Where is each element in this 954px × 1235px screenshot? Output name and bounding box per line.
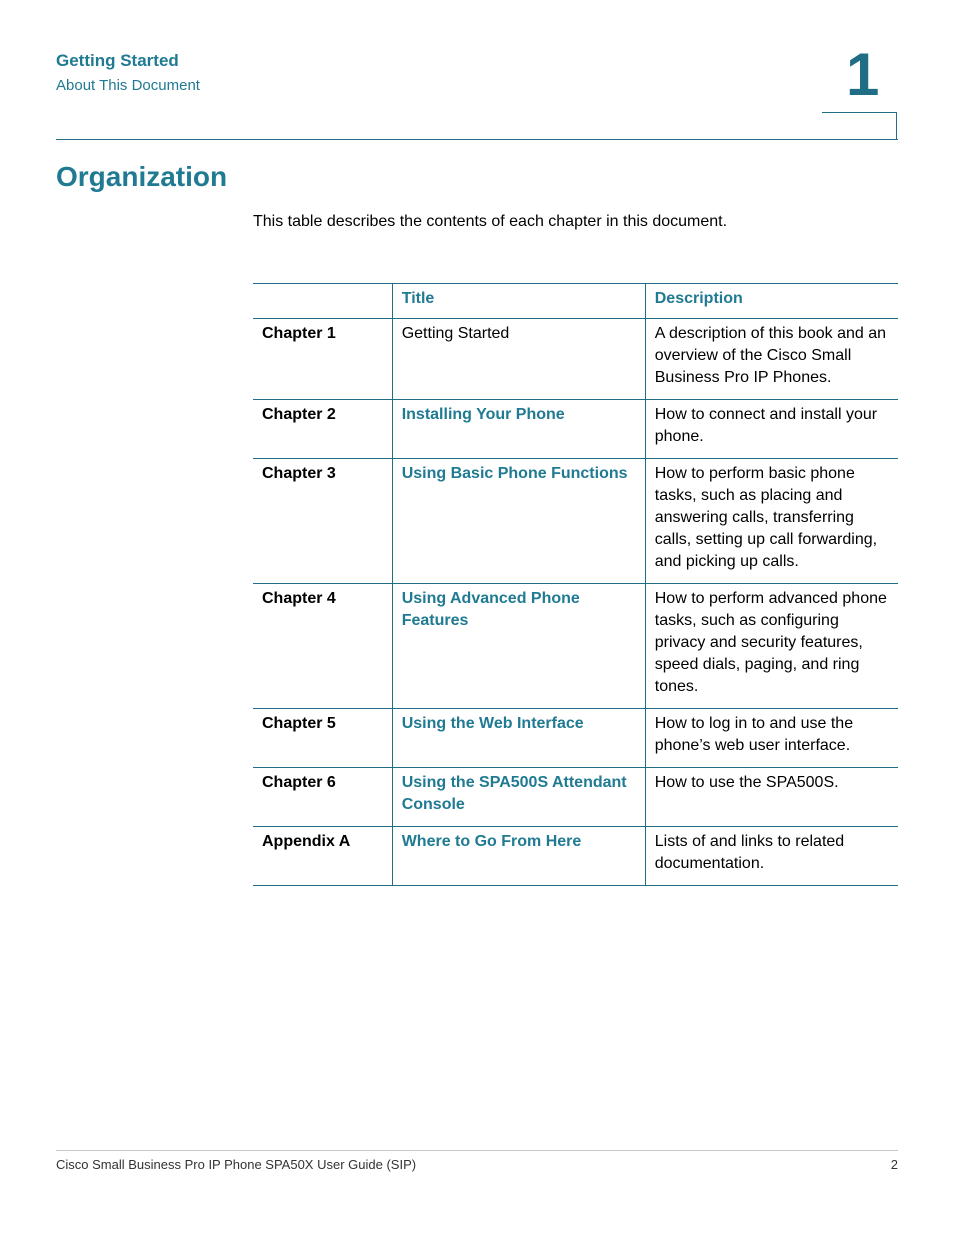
table-row xyxy=(253,400,898,459)
running-head-chapter: Getting Started xyxy=(56,51,179,70)
chapter-cell: Chapter 3 xyxy=(253,459,392,584)
description-cell: How to connect and install your phone. xyxy=(645,400,898,459)
chapter-cell: Chapter 1 xyxy=(253,319,392,400)
table-header-row xyxy=(253,284,898,319)
chapter-cell: Appendix A xyxy=(253,827,392,886)
chapter-cell: Chapter 5 xyxy=(253,709,392,768)
chapter-cell: Chapter 4 xyxy=(253,584,392,709)
title-link-web-interface[interactable]: Using the Web Interface xyxy=(392,709,645,768)
organization-table xyxy=(253,283,898,886)
footer-divider xyxy=(56,1150,898,1151)
chapter-cell: Chapter 6 xyxy=(253,768,392,827)
running-head xyxy=(56,50,200,97)
table-row xyxy=(253,827,898,886)
chapter-number: 1 xyxy=(846,41,880,108)
chapter-number-frame xyxy=(822,112,897,139)
footer-document-title: Cisco Small Business Pro IP Phone SPA50X User Guide (SIP) xyxy=(56,1157,417,1172)
title-link-where-to-go-from-here[interactable]: Where to Go From Here xyxy=(392,827,645,886)
running-head-section: About This Document xyxy=(56,77,200,94)
description-cell: How to use the SPA500S. xyxy=(645,768,898,827)
header-divider xyxy=(56,139,898,140)
description-cell: A description of this book and an overview of the Cisco Small Business Pro IP Phones. xyxy=(645,319,898,400)
table-row xyxy=(253,709,898,768)
description-cell: How to log in to and use the phone’s web user interface. xyxy=(645,709,898,768)
description-cell: How to perform basic phone tasks, such as placing and answering calls, transferring calls, setting up call forwarding, and picking up calls. xyxy=(645,459,898,584)
header-cell-title: Title xyxy=(392,284,645,319)
intro-paragraph: This table describes the contents of each chapter in this document. xyxy=(253,213,728,230)
table-row xyxy=(253,768,898,827)
title-link-basic-phone-functions[interactable]: Using Basic Phone Functions xyxy=(392,459,645,584)
table-row xyxy=(253,584,898,709)
table-row xyxy=(253,459,898,584)
description-cell: How to perform advanced phone tasks, such as configuring privacy and security features, speed dials, paging, and ring tones. xyxy=(645,584,898,709)
title-link-installing-your-phone[interactable]: Installing Your Phone xyxy=(392,400,645,459)
header-cell-description: Description xyxy=(645,284,898,319)
page-title: Organization xyxy=(56,161,228,192)
header-cell-chapter xyxy=(253,284,392,319)
chapter-cell: Chapter 2 xyxy=(253,400,392,459)
description-cell: Lists of and links to related documentation. xyxy=(645,827,898,886)
table-row xyxy=(253,319,898,400)
page-number: 2 xyxy=(890,1157,898,1172)
title-link-attendant-console[interactable]: Using the SPA500S Attendant Console xyxy=(392,768,645,827)
title-cell: Getting Started xyxy=(392,319,645,400)
title-link-advanced-phone-features[interactable]: Using Advanced Phone Features xyxy=(392,584,645,709)
